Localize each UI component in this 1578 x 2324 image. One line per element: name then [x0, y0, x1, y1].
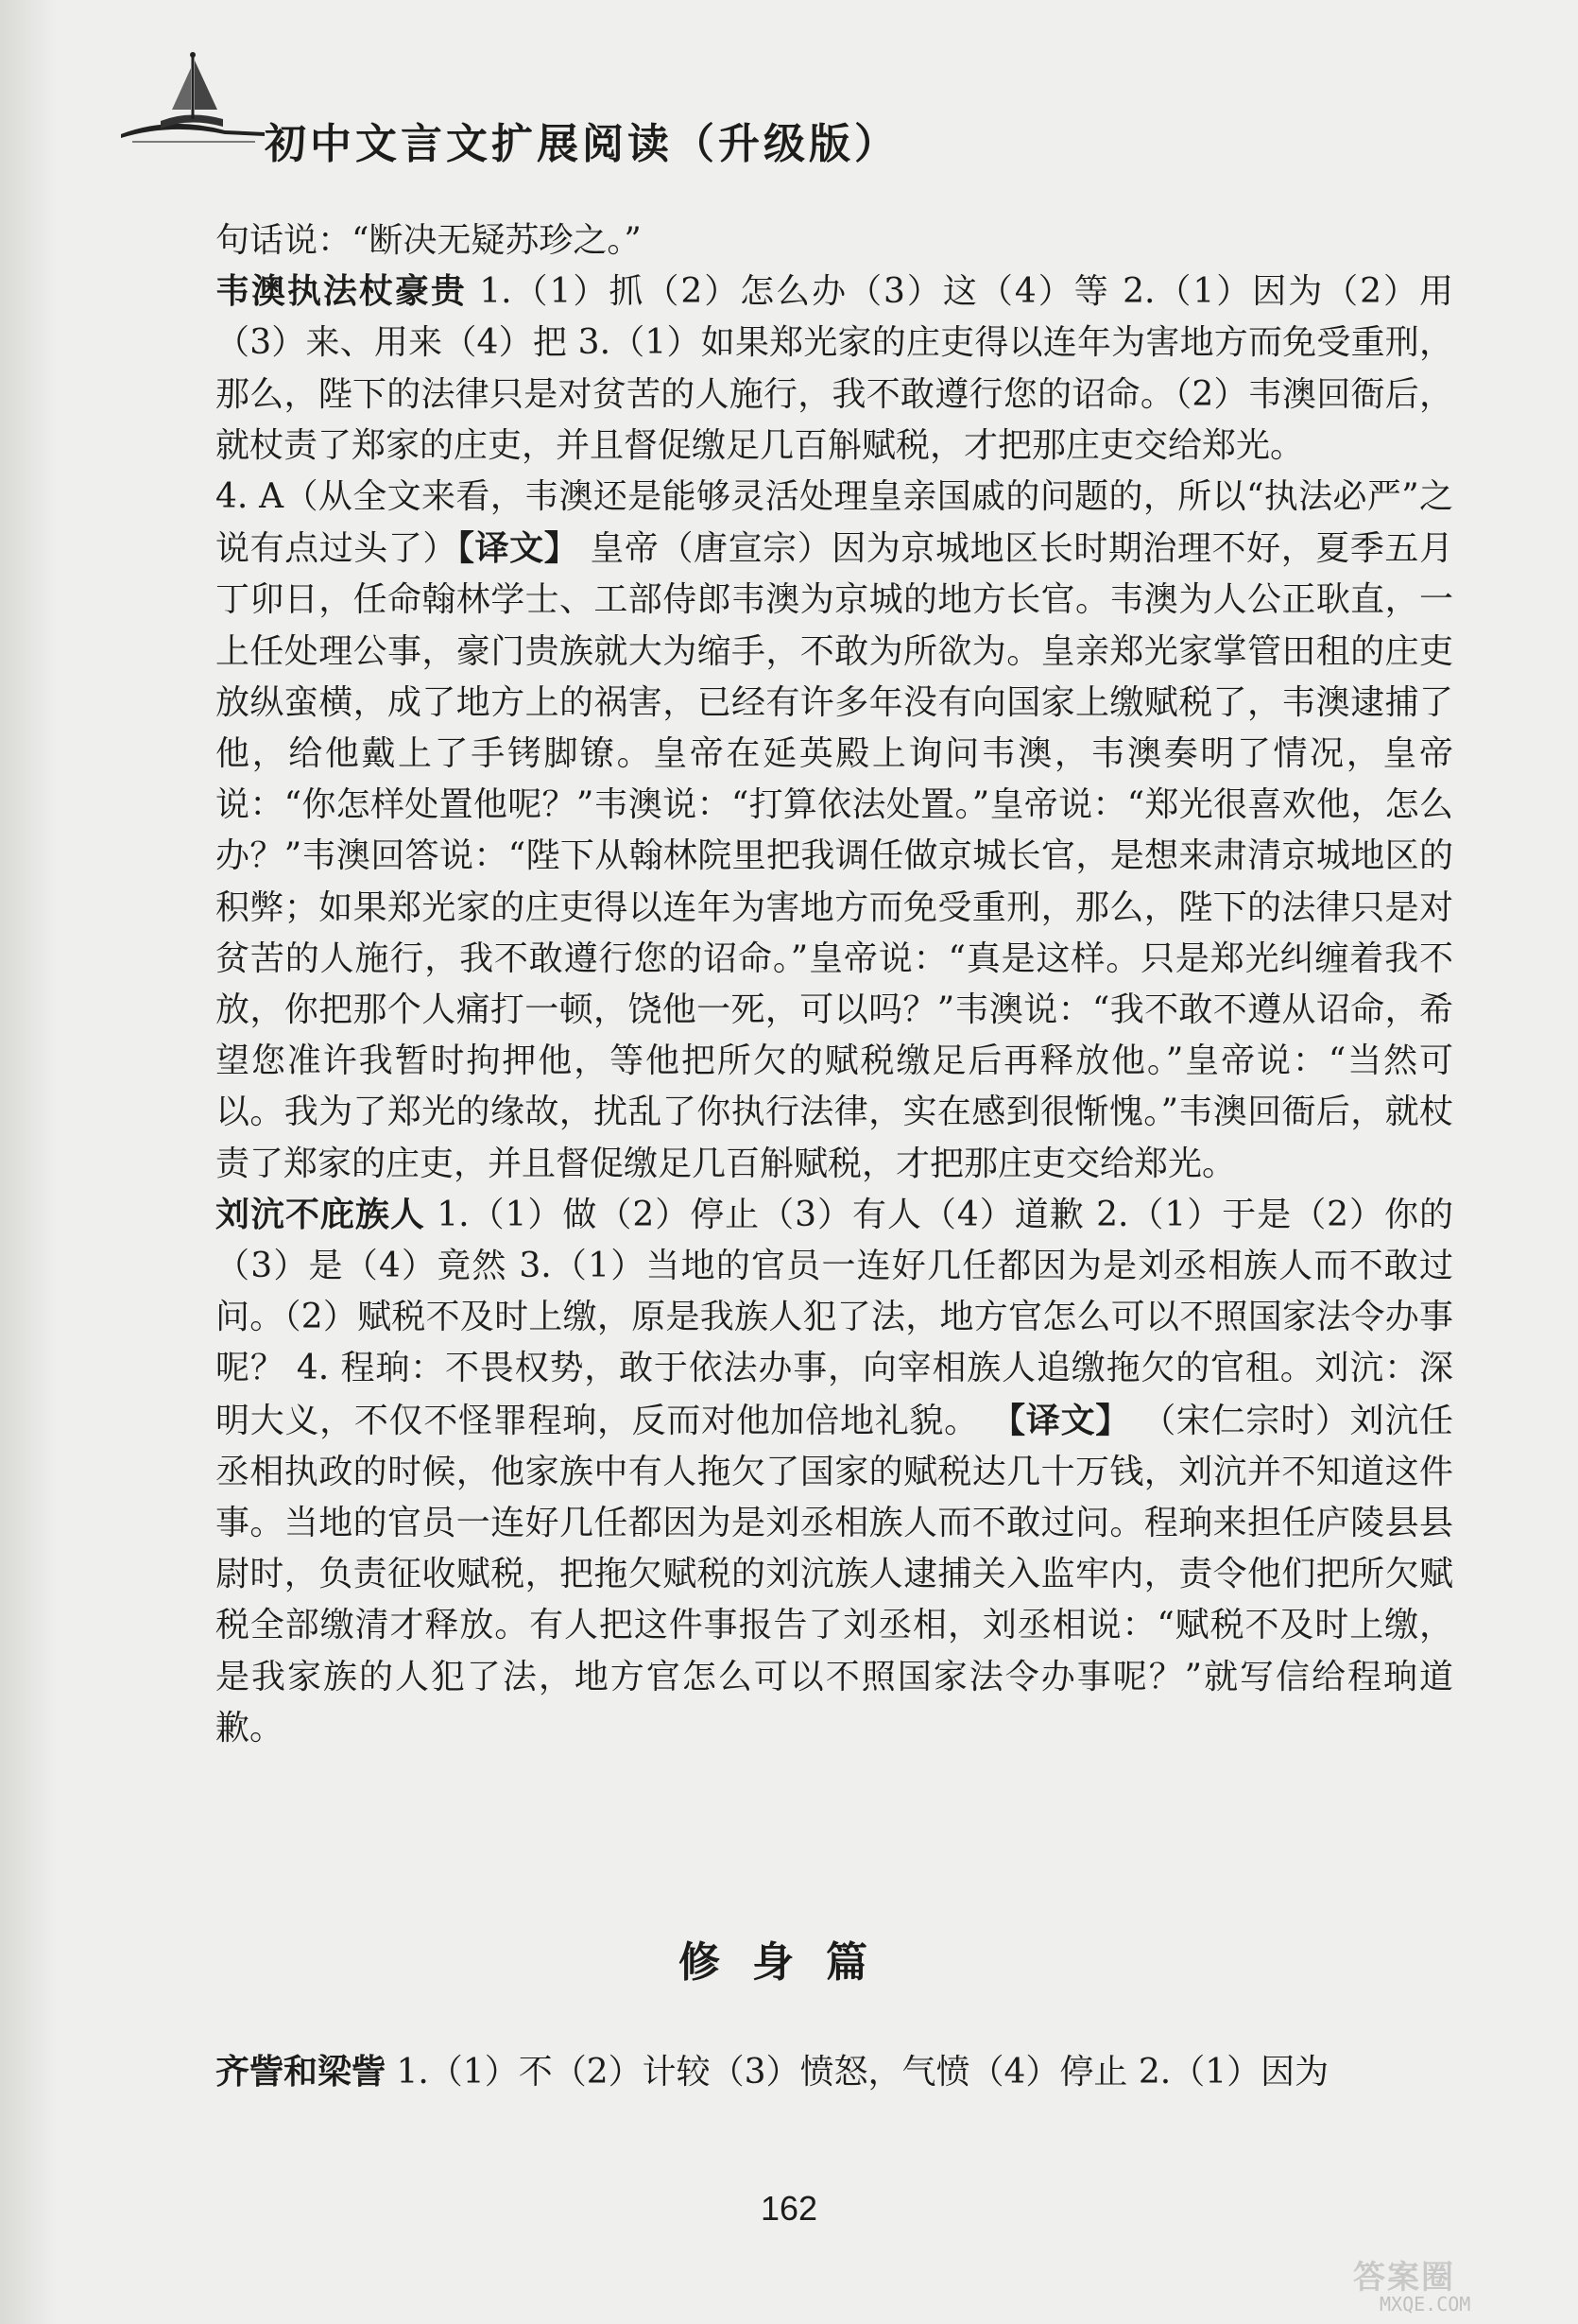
entry-answers: 1.（1）抓（2）怎么办（3）这（4）等 2.（1）因为（2）用（3）来、用来（4）把 3.（1）如果郑光家的庄吏得以连年为害地方而免受重刑，那么，陛下的法律只是对贫苦的人施行，我不敢遵行您的诏命。（2）韦澳回衙后，就杖责了郑家的庄吏，并且督促缴足几百斛赋税，才把那庄吏交给郑光。	[215, 272, 1453, 465]
watermark	[1353, 2251, 1552, 2315]
translation-text: （宋仁宗时）刘沆任丞相执政的时候，他家族中有人拖欠了国家的赋税达几十万钱，刘沆并不知道这件事。当地的官员一连好几任都因为是刘丞相族人而不敢过问。程珦来担任庐陵县县尉时，负责征收赋税，把拖欠赋税的刘沆族人逮捕关入监牢内，责令他们把所欠赋税全部缴清才释放。有人把这件事报告了刘丞相，刘丞相说：“赋税不及时上缴，是我家族的人犯了法，地方官怎么可以不照国家法令办事呢？”就写信给程珦道歉。	[215, 1401, 1453, 1747]
section-title: 修身篇	[678, 1938, 900, 1987]
book-title: 初中文言文扩展阅读（升级版）	[265, 120, 900, 168]
answer-4: 4. A（从全文来看，韦澳还是能够灵活处理皇亲国戚的问题的，所以“执法必严”之说有点过头了）	[215, 477, 1453, 569]
page-number: 162	[760, 2189, 818, 2228]
entry-heading: 齐訾和梁訾	[215, 2053, 386, 2092]
continuation-text: 句话说：“断决无疑苏珍之。”	[215, 221, 642, 260]
entry-answers: 1.（1）不（2）计较（3）愤怒，气愤（4）停止 2.（1）因为	[386, 2053, 1329, 2092]
book-sailboat-logo-icon	[113, 47, 265, 151]
translation-label: 【译文】	[978, 1400, 1131, 1440]
answer-entry-qi-zi	[215, 2047, 1453, 2098]
watermark-url: MXQE.COM	[1380, 2293, 1471, 2315]
entry-heading: 韦澳执法杖豪贵	[215, 272, 467, 312]
answer-entry-wei-ao-translation	[215, 472, 1453, 1190]
answer-entry-wei-ao	[215, 267, 1453, 472]
translation-text: 皇帝（唐宣宗）因为京城地区长时期治理不好，夏季五月丁卯日，任命翰林学士、工部侍郎韦澳为京城的地方长官。韦澳为人公正耿直，一上任处理公事，豪门贵族就大为缩手，不敢为所欲为。皇亲郑光家掌管田租的庄吏放纵蛮横，成了地方上的祸害，已经有许多年没有向国家上缴赋税了，韦澳逮捕了他，给他戴上了手铐脚镣。皇帝在延英殿上询问韦澳，韦澳奏明了情况，皇帝说：“你怎样处置他呢？”韦澳说：“打算依法处置。”皇帝说：“郑光很喜欢他，怎么办？”韦澳回答说：“陛下从翰林院里把我调任做京城长官，是想来肃清京城地区的积弊；如果郑光家的庄吏得以连年为害地方而免受重刑，那么，陛下的法律只是对贫苦的人施行，我不敢遵行您的诏命。”皇帝说：“真是这样。只是郑光纠缠着我不放，你把那个人痛打一顿，饶他一死，可以吗？”韦澳说：“我不敢不遵从诏命，希望您准许我暂时拘押他，等他把所欠的赋税缴足后再释放他。”皇帝说：“当然可以。我为了郑光的缘故，扰乱了你执行法律，实在感到很惭愧。”韦澳回衙后，就杖责了郑家的庄吏，并且督促缴足几百斛赋税，才把那庄吏交给郑光。	[215, 529, 1453, 1183]
paragraph-continuation	[215, 215, 1453, 267]
answer-entry-liu-hang	[215, 1190, 1453, 1754]
running-header	[113, 47, 900, 168]
watermark-text: 答案圈	[1353, 2259, 1455, 2297]
entry-heading: 刘沆不庇族人	[215, 1195, 425, 1234]
translation-label: 【译文】	[457, 528, 579, 569]
entry-answers: 1.（1）做（2）停止（3）有人（4）道歉 2.（1）于是（2）你的（3）是（4）竟然 3.（1）当地的官员一连好几任都因为是刘丞相族人而不敢过问。（2）赋税不及时上缴，原是我族人犯了法，地方官怎么可以不照国家法令办事呢？ 4. 程珦：不畏权势，敢于依法办事，向宰相族人追缴拖欠的官租。刘沆：深明大义，不仅不怪罪程珦，反而对他加倍地礼貌。	[215, 1195, 1453, 1440]
answer-text-block	[215, 215, 1453, 1754]
